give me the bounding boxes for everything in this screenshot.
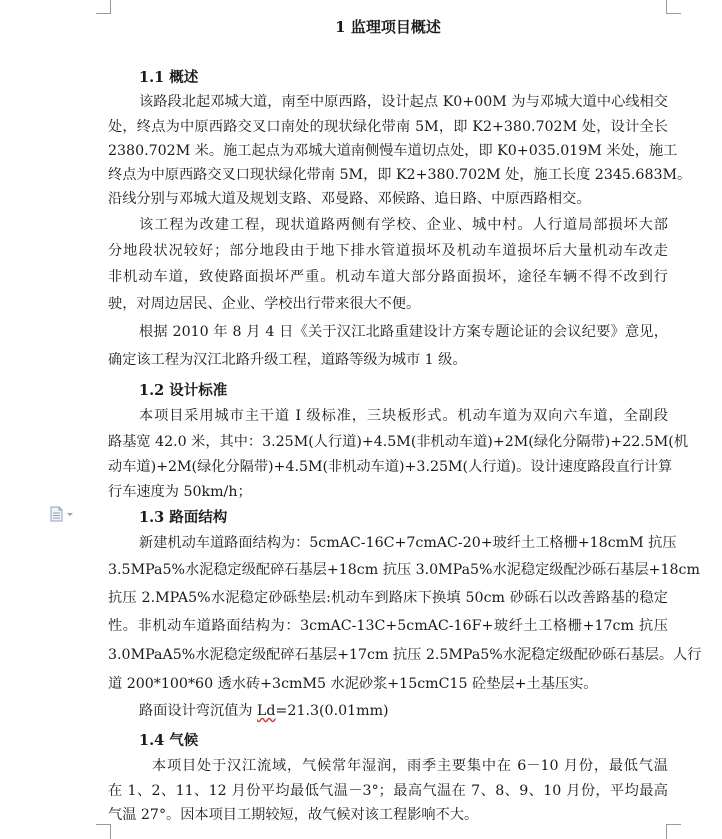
- text-line: 3.5MPa5%水泥稳定级配碎石基层+18cm 抗压 3.0MPa5%水泥稳定级配沙砾石基层+18cm: [108, 562, 700, 578]
- text-line: 气温 27°。因本项目工期较短，故气候对该工程影响不大。: [108, 807, 479, 823]
- text-line: 本项目采用城市主干道 I 级标准，三块板形式。机动车道为双向六车道，全副段: [139, 408, 668, 424]
- text-line: 非机动车道，致使路面损坏严重。机动车道大部分路面损坏，途径车辆不得不改到行: [108, 269, 668, 285]
- crop-mark-bottom-right: [666, 824, 681, 839]
- text-line: 动车道)+2M(绿化分隔带)+4.5M(非机动车道)+3.25M(人行道)。设计速度路段直行计算: [108, 459, 673, 475]
- section-heading-overview: 1.1 概述: [139, 69, 199, 86]
- section-heading-pavement-structure: 1.3 路面结构: [139, 509, 228, 526]
- crop-mark-top-right: [666, 0, 681, 14]
- section-heading-climate: 1.4 气候: [139, 732, 199, 749]
- text-fragment: 路面设计弯沉值为: [139, 703, 258, 719]
- text-line: 行车速度为 50km/h；: [108, 484, 252, 500]
- text-fragment: =21.3(0.01mm): [275, 703, 389, 719]
- text-line: 性。非机动车道路面结构为：3cmAC-13C+5cmAC-16F+玻纤土工格栅+17cm 抗压: [108, 618, 668, 634]
- document-options-icon[interactable]: [50, 506, 74, 522]
- section-heading-design-standard: 1.2 设计标准: [139, 382, 228, 399]
- text-line: 新建机动车道路面结构为：5cmAC-16C+7cmAC-20+玻纤土工格栅+18cmM 抗压: [139, 535, 677, 551]
- crop-mark-top-left: [96, 0, 111, 14]
- text-line: 路基宽 42.0 米，其中：3.25M(人行道)+4.5M(非机动车道)+2M(绿化分隔带)+22.5M(机: [108, 434, 689, 450]
- text-line: 分地段状况较好；部分地段由于地下排水管道损坏及机动车道损坏后大量机动车改走: [108, 243, 668, 259]
- text-line: 抗压 2.MPA5%水泥稳定砂砾垫层:机动车到路床下换填 50cm 砂砾石以改善路基的稳定: [108, 590, 668, 606]
- text-line: 该工程为改建工程，现状道路两侧有学校、企业、城中村。人行道局部损坏大部: [139, 217, 668, 233]
- text-line: 终点为中原西路交叉口现状绿化带南 5M，即 K2+380.702M 处，施工长度 2345.683M。: [108, 167, 692, 183]
- text-line: 沿线分别与邓城大道及规划支路、邓曼路、邓候路、追日路、中原西路相交。: [108, 191, 591, 207]
- text-line: 处，终点为中原西路交叉口南处的现状绿化带南 5M，即 K2+380.702M 处，设计全长: [108, 119, 668, 135]
- spellcheck-flagged-word: Ld: [257, 703, 276, 719]
- text-line: 根据 2010 年 8 月 4 日《关于汉江北路重建设计方案专题论证的会议纪要》意见，: [139, 324, 668, 340]
- text-line: 2380.702M 米。施工起点为邓城大道南侧慢车道切点处，即 K0+035.019M 米处，施工: [108, 143, 678, 159]
- text-line: 道 200*100*60 透水砖+3cmM5 水泥砂浆+15cmC15 砼垫层+土基压实。: [108, 676, 598, 692]
- text-line: 在 1、2、11、12 月份平均最低气温－3°；最高气温在 7、8、9、10 月份，平均最高: [108, 783, 668, 799]
- deflection-value-line: [139, 701, 668, 721]
- text-line: 本项目处于汉江流域，气候常年湿润，雨季主要集中在 6－10 月份，最低气温: [152, 758, 668, 774]
- crop-mark-bottom-left: [96, 824, 111, 839]
- text-line: 驶，对周边居民、企业、学校出行带来很大不便。: [108, 296, 421, 312]
- text-line: 3.0MPaA5%水泥稳定级配碎石基层+17cm 抗压 2.5MPa5%水泥稳定级配砂砾石基层。人行: [108, 647, 702, 663]
- document-title: 1 监理项目概述: [335, 18, 441, 36]
- text-line: 该路段北起邓城大道，南至中原西路，设计起点 K0+00M 为与邓城大道中心线相交: [139, 94, 668, 110]
- text-line: 确定该工程为汉江北路升级工程，道路等级为城市 1 级。: [108, 352, 467, 368]
